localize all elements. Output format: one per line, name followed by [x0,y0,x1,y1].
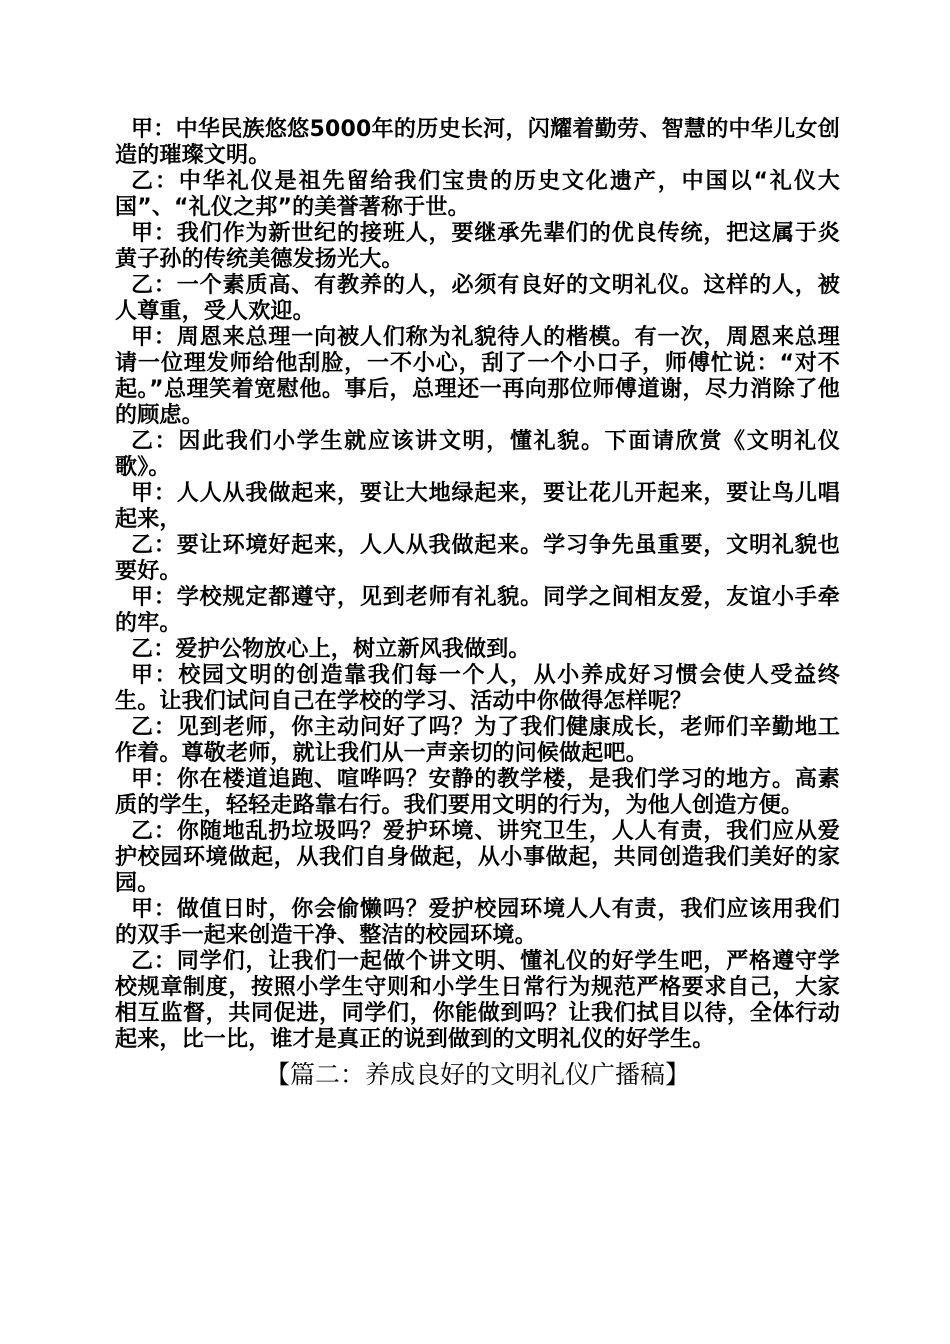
section-title: 【篇二：养成良好的文明礼仪广播稿】 [264,1060,690,1089]
paragraph-yi-6: 乙：见到老师，你主动问好了吗？为了我们健康成长，老师们辛勤地工作着。尊敬老师，就让我们从一声亲切的问候做起吧。 [115,715,840,766]
paragraph-yi-3: 乙：因此我们小学生就应该讲文明，懂礼貌。下面请欣赏《文明礼仪歌》。 [115,429,840,480]
paragraph-jia-5: 甲：学校规定都遵守，见到老师有礼貌。同学之间相友爱，友谊小手牵的牢。 [115,585,840,636]
paragraph-jia-1: 甲：中华民族悠悠5000年的历史长河，闪耀着勤劳、智慧的中华儿女创造的璀璨文明。 [115,117,840,168]
paragraph-jia-4: 甲：人人从我做起来，要让大地绿起来，要让花儿开起来，要让鸟儿唱起来， [115,481,840,532]
paragraph-jia-8: 甲：做值日时，你会偷懒吗？爱护校园环境人人有责，我们应该用我们的双手一起来创造干净、整洁的校园环境。 [115,897,840,948]
paragraph-yi-5: 乙：爱护公物放心上，树立新风我做到。 [131,637,531,662]
paragraph-jia-6: 甲：校园文明的创造靠我们每一个人，从小养成好习惯会使人受益终生。让我们试问自己在学校的学习、活动中你做得怎样呢？ [115,663,840,714]
paragraph-yi-8: 乙：同学们，让我们一起做个讲文明、懂礼仪的好学生吧，严格遵守学校规章制度，按照小学生守则和小学生日常行为规范严格要求自己，大家相互监督，共同促进，同学们，你能做到吗？让我们拭目以待，全体行动起来，比一比，谁才是真正的说到做到的文明礼仪的好学生。 [115,949,840,1052]
paragraph-jia-3: 甲：周恩来总理一向被人们称为礼貌待人的楷模。有一次，周恩来总理请一位理发师给他刮脸，一不小心，刮了一个小口子，师傅忙说：“对不起。”总理笑着宽慰他。事后，总理还一再向那位师傅道谢，尽力消除了他的顾虑。 [115,325,840,428]
paragraph-yi-2: 乙：一个素质高、有教养的人，必须有良好的文明礼仪。这样的人，被人尊重，受人欢迎。 [115,273,840,324]
document-body [115,117,840,1090]
paragraph-jia-7: 甲：你在楼道追跑、喧哗吗？安静的教学楼，是我们学习的地方。高素质的学生，轻轻走路靠右行。我们要用文明的行为，为他人创造方便。 [115,767,840,818]
paragraph-yi-1: 乙：中华礼仪是祖先留给我们宝贵的历史文化遗产，中国以“礼仪大国”、“礼仪之邦”的美誉著称于世。 [115,169,840,220]
paragraph-jia-2: 甲：我们作为新世纪的接班人，要继承先辈们的优良传统，把这属于炎黄子孙的传统美德发扬光大。 [115,221,840,272]
paragraph-yi-7: 乙：你随地乱扔垃圾吗？爱护环境、讲究卫生，人人有责，我们应从爱护校园环境做起，从我们自身做起，从小事做起，共同创造我们美好的家园。 [115,819,840,896]
paragraph-yi-4: 乙：要让环境好起来，人人从我做起来。学习争先虽重要，文明礼貌也要好。 [115,533,840,584]
